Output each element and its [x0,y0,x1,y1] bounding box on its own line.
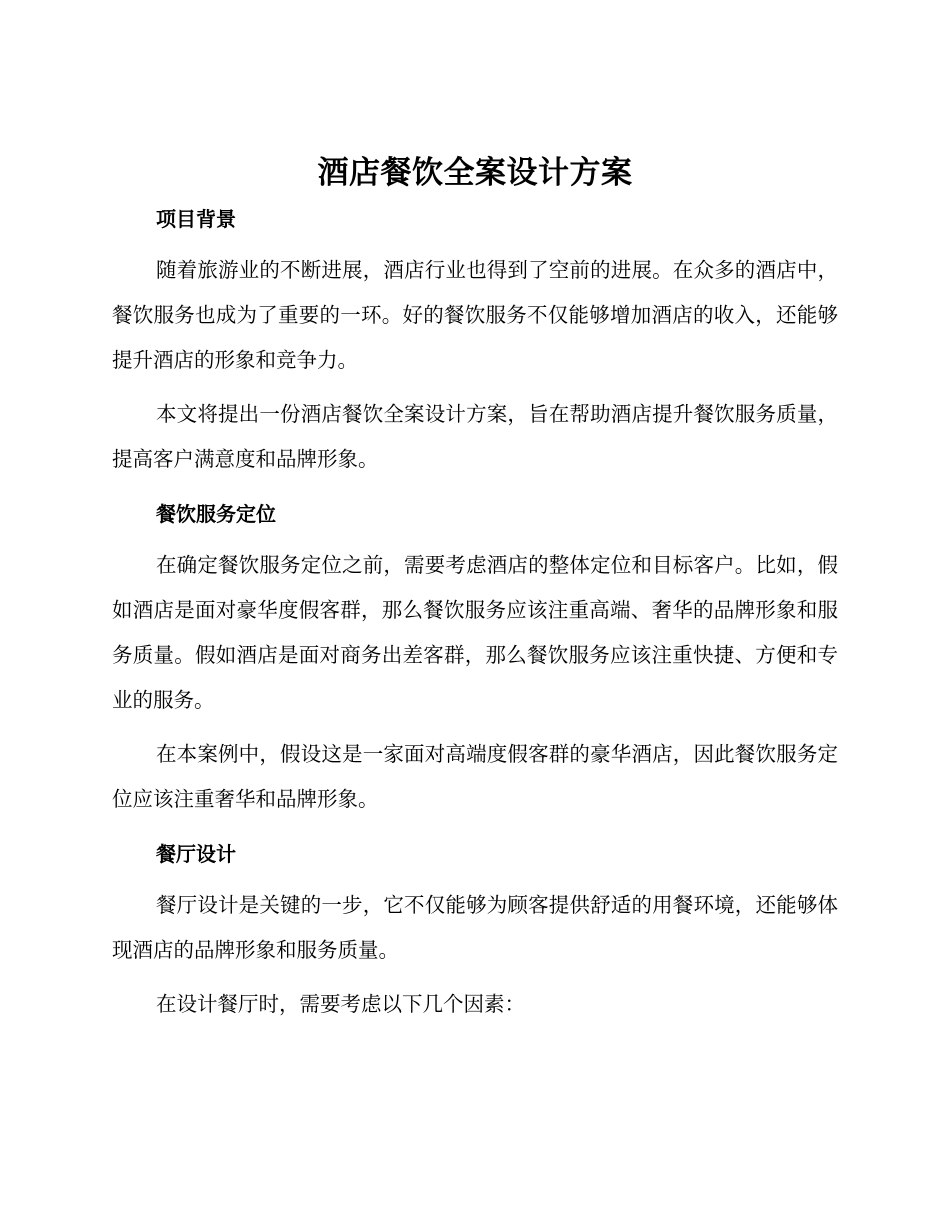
paragraph: 在确定餐饮服务定位之前，需要考虑酒店的整体定位和目标客户。比如，假如酒店是面对豪华度假客群，那么餐饮服务应该注重高端、奢华的品牌形象和服务质量。假如酒店是面对商务出差客群，那么餐饮服务应该注重快捷、方便和专业的服务。 [112,553,838,712]
section-dining-positioning [112,497,838,831]
spacer [112,871,838,883]
paragraph: 本文将提出一份酒店餐饮全案设计方案，旨在帮助酒店提升餐饮服务质量，提高客户满意度和品牌形象。 [112,402,838,471]
spacer [112,236,838,248]
spacer [112,383,838,392]
spacer [112,482,838,491]
spacer [112,973,838,982]
document-title: 酒店餐饮全案设计方案 [317,155,633,191]
section-heading: 餐饮服务定位 [156,502,276,526]
section-project-background [112,202,838,491]
spacer [112,723,838,732]
paragraph: 随着旅游业的不断进展，酒店行业也得到了空前的进展。在众多的酒店中，餐饮服务也成为了重要的一环。好的餐饮服务不仅能够增加酒店的收入，还能够提升酒店的形象和竞争力。 [112,258,838,372]
paragraph: 餐厅设计是关键的一步，它不仅能够为顾客提供舒适的用餐环境，还能够体现酒店的品牌形象和服务质量。 [112,893,838,962]
section-heading: 餐厅设计 [156,842,236,866]
paragraph: 在本案例中，假设这是一家面对高端度假客群的豪华酒店，因此餐饮服务定位应该注重奢华和品牌形象。 [112,742,838,811]
spacer [112,531,838,543]
section-heading: 项目背景 [156,207,236,231]
section-restaurant-design [112,837,838,1027]
paragraph: 在设计餐厅时，需要考虑以下几个因素： [156,992,525,1016]
spacer [112,822,838,831]
